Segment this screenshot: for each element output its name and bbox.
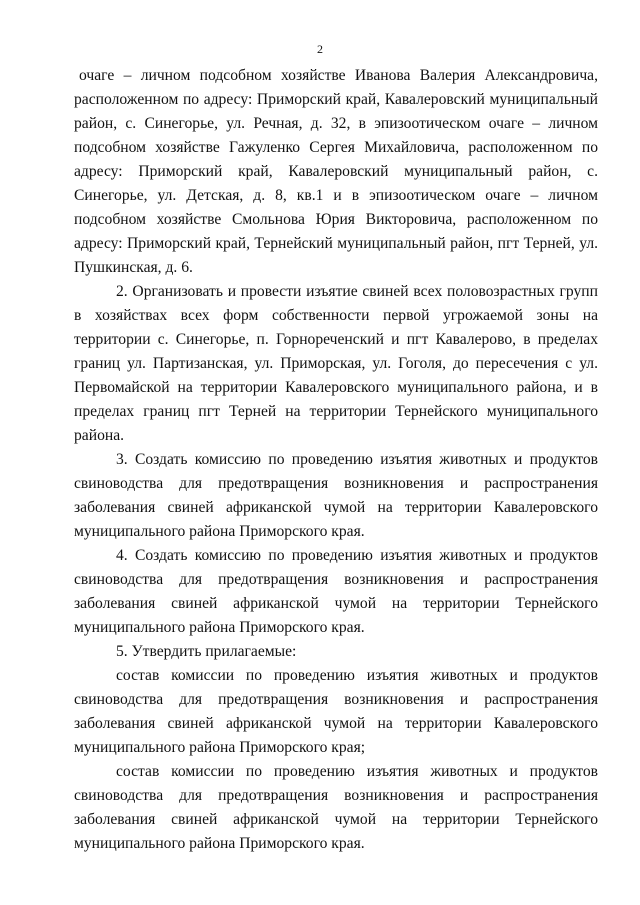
paragraph-item-5-approve: 5. Утвердить прилагаемые: [116,643,297,660]
paragraph-approved-composition-terneysky: состав комиссии по проведению изъятия животных и продуктов свиноводства для предотвращения возникновения и распространения заболевания свиней африканской чумой на территории Тернейского муниципального района Приморского края. [74,763,598,852]
paragraph-item-3-kavalerovsky-commission: 3. Создать комиссию по проведению изъятия животных и продуктов свиноводства для предотвращения возникновения и распространения заболевания свиней африканской чумой на территории Кавалеровского муниципального района Приморского края. [74,451,598,540]
paragraph-item-4-terneysky-commission: 4. Создать комиссию по проведению изъятия животных и продуктов свиноводства для предотвращения возникновения и распространения заболевания свиней африканской чумой на территории Тернейского муниципального района Приморского края. [74,547,598,636]
page-number: 2 [317,42,323,56]
paragraph-approved-composition-kavalerovsky: состав комиссии по проведению изъятия животных и продуктов свиноводства для предотвращения возникновения и распространения заболевания свиней африканской чумой на территории Кавалеровского муниципального района Приморского края; [74,667,598,756]
paragraph-outbreak-locations: очаге – личном подсобном хозяйстве Иванова Валерия Александровича, расположенном по адресу: Приморский край, Кавалеровский муниципальный район, с. Синегорье, ул. Речная, д. 32, в эпизоотическом очаге – личном подсобном хозяйстве Гажуленко Сергея Михайловича, расположенном по адресу: Приморский край, Кавалеровский муниципальный район, с. Синегорье, ул. Детская, д. 8, кв.1 и в эпизоотическом очаге – личном подсобном хозяйстве Смольнова Юрия Викторовича, расположенном по адресу: Приморский край, Тернейский муниципальный район, пгт Терней, ул. Пушкинская, д. 6. [74,67,598,276]
document-body [74,64,598,856]
paragraph-item-2-pig-seizure: 2. Организовать и провести изъятие свиней всех половозрастных групп в хозяйствах всех форм собственности первой угрожаемой зоны на территории с. Синегорье, п. Горнореченский и пгт Кавалерово, в пределах границ ул. Партизанская, ул. Приморская, ул. Гоголя, до пересечения с ул. Первомайской на территории Кавалеровского муниципального района, и в пределах границ пгт Терней на территории Тернейского муниципального района. [74,283,598,444]
